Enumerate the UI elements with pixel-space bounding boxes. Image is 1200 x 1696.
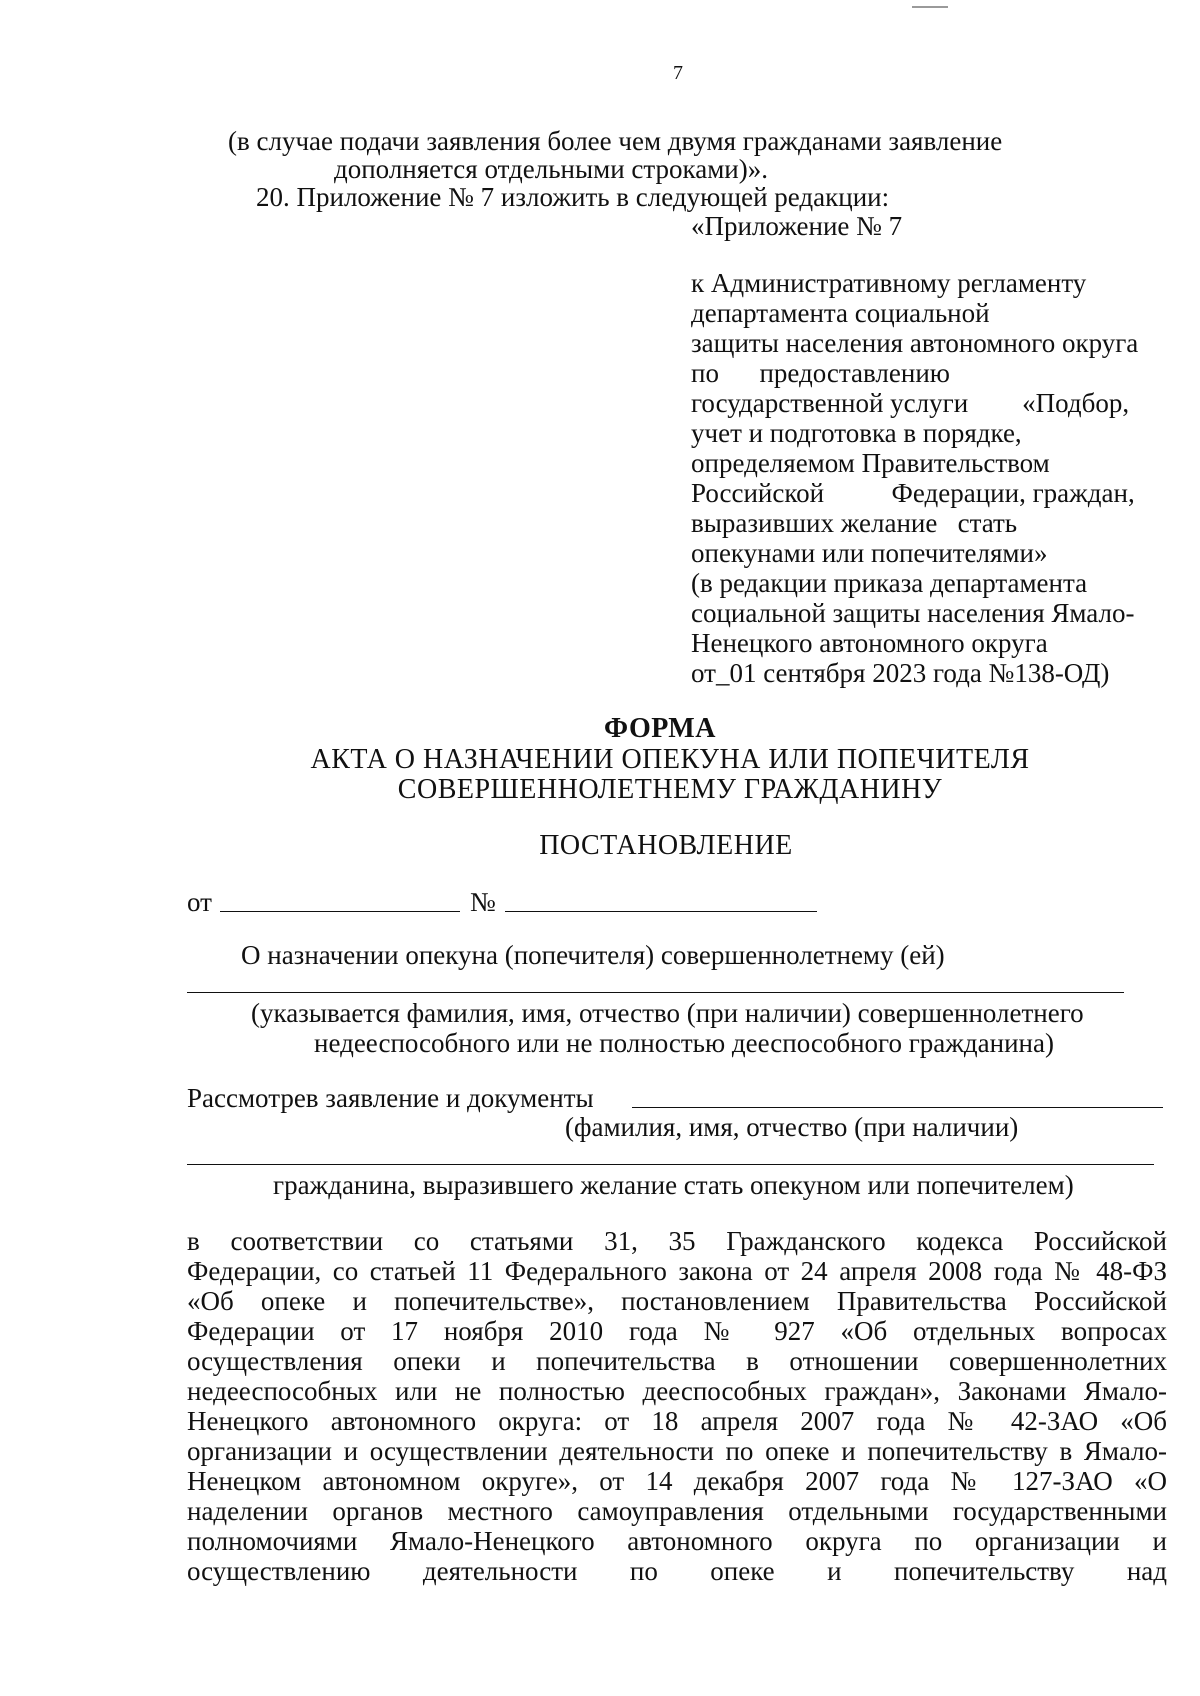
note-1-line-1: (указывается фамилия, имя, отчество (при наличии) совершеннолетнего (251, 998, 1084, 1028)
appendix-line: учет и подготовка в порядке, (691, 418, 1022, 448)
intro-line-1: (в случае подачи заявления более чем двумя гражданами заявление (228, 126, 1003, 156)
body-line: осуществлению деятельности по опеке и попечительству над (187, 1556, 1167, 1586)
note-2-line-2: гражданина, выразившего желание стать опекуном или попечителем) (273, 1170, 1074, 1200)
body-line: недееспособных или не полностью дееспособных граждан», Законами Ямало- (187, 1376, 1167, 1406)
number-blank-line (505, 911, 817, 912)
body-line: Ненецкого автономного округа: от 18 апреля 2007 года № 42-ЗАО «Об (187, 1406, 1167, 1436)
appendix-line: департамента социальной (691, 298, 990, 328)
scan-mark (912, 6, 948, 8)
ward-name-blank-line (187, 992, 1124, 993)
appendix-line: выразивших желание стать (691, 508, 1018, 538)
form-subtitle-2: СОВЕРШЕННОЛЕТНЕМУ ГРАЖДАНИНУ (397, 774, 943, 805)
body-line: наделении органов местного самоуправления отдельными государственными (187, 1496, 1167, 1526)
body-line: «Об опеке и попечительстве», постановлением Правительства Российской (187, 1286, 1167, 1316)
appendix-line: государственной услуги «Подбор, (691, 388, 1130, 418)
decree-heading: ПОСТАНОВЛЕНИЕ (539, 830, 793, 861)
reviewed-label: Рассмотрев заявление и документы (187, 1083, 594, 1113)
appendix-line: Российской Федерации, граждан, (691, 478, 1135, 508)
applicant-blank-line-1 (632, 1107, 1163, 1108)
date-blank-line (220, 911, 460, 912)
body-line: Федерации от 17 ноября 2010 года № 927 «Об отдельных вопросах (187, 1316, 1167, 1346)
from-label: от (187, 887, 212, 917)
note-1-line-2: недееспособного или не полностью дееспособного гражданина) (314, 1028, 1054, 1058)
intro-line-3: 20. Приложение № 7 изложить в следующей редакции: (256, 182, 890, 212)
page-number: 7 (673, 62, 683, 84)
body-line: в соответствии со статьями 31, 35 Гражданского кодекса Российской (187, 1226, 1167, 1256)
subject-line: О назначении опекуна (попечителя) совершеннолетнему (ей) (241, 940, 945, 970)
appendix-line: по предоставлению (691, 358, 950, 388)
form-subtitle-1: АКТА О НАЗНАЧЕНИИ ОПЕКУНА ИЛИ ПОПЕЧИТЕЛЯ (310, 744, 1030, 775)
form-title: ФОРМА (604, 713, 716, 744)
appendix-line: (в редакции приказа департамента (691, 568, 1088, 598)
appendix-line: опекунами или попечителями» (691, 538, 1048, 568)
appendix-line: социальной защиты населения Ямало- (691, 598, 1135, 628)
appendix-line: Ненецкого автономного округа (691, 628, 1048, 658)
appendix-line: к Административному регламенту (691, 268, 1087, 298)
number-label: № (470, 887, 496, 917)
body-line: Федерации, со статьей 11 Федерального закона от 24 апреля 2008 года № 48-ФЗ (187, 1256, 1167, 1286)
applicant-blank-line-2 (187, 1164, 1154, 1165)
note-2-line-1: (фамилия, имя, отчество (при наличии) (565, 1112, 1019, 1142)
appendix-line: определяемом Правительством (691, 448, 1050, 478)
body-line: осуществления опеки и попечительства в отношении совершеннолетних (187, 1346, 1167, 1376)
body-line: полномочиями Ямало-Ненецкого автономного округа по организации и (187, 1526, 1167, 1556)
body-line: организации и осуществлении деятельности по опеке и попечительству в Ямало- (187, 1436, 1167, 1466)
appendix-line: от_01 сентября 2023 года №138-ОД) (691, 658, 1110, 688)
intro-line-2: дополняется отдельными строками)». (334, 154, 768, 184)
appendix-line: защиты населения автономного округа (691, 328, 1139, 358)
body-line: Ненецком автономном округе», от 14 декабря 2007 года № 127-ЗАО «О (187, 1466, 1167, 1496)
appendix-title: «Приложение № 7 (691, 211, 903, 241)
